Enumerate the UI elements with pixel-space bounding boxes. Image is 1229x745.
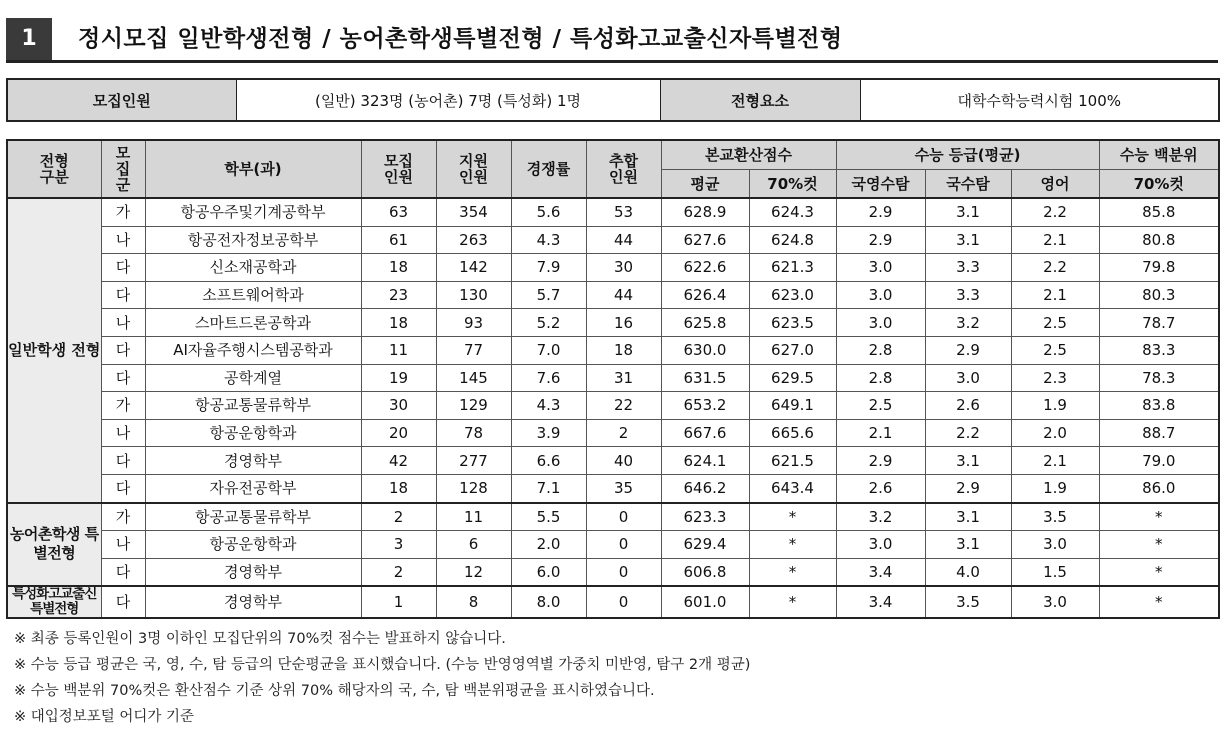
- cell-percentile-70: 79.0: [1099, 447, 1219, 475]
- cell-dept: 항공전자정보공학부: [145, 226, 361, 254]
- section-label: 일반학생 전형: [7, 198, 101, 503]
- table-row: [7, 503, 1219, 531]
- table-row: [7, 392, 1219, 420]
- cell-score-70: 643.4: [749, 474, 836, 502]
- cell-score-70: 624.8: [749, 226, 836, 254]
- cell-grade-english: 2.2: [1011, 198, 1099, 226]
- header-grade-kems: 국영수탐: [836, 170, 925, 199]
- cell-grade-kems: 2.1: [836, 419, 925, 447]
- section-label: 특성화고교출신 특별전형: [7, 586, 101, 618]
- results-table: [6, 139, 1220, 619]
- cell-quota: 30: [361, 392, 436, 420]
- cell-quota: 61: [361, 226, 436, 254]
- footnote: ※ 대입정보포털 어디가 기준: [14, 709, 195, 725]
- cell-ratio: 6.6: [511, 447, 586, 475]
- cell-dept: 항공교통물류학부: [145, 503, 361, 531]
- cell-ratio: 5.2: [511, 309, 586, 337]
- cell-score-avg: 667.6: [661, 419, 749, 447]
- cell-grade-english: 2.2: [1011, 254, 1099, 282]
- cell-grade-english: 2.1: [1011, 447, 1099, 475]
- cell-grade-kms: 3.3: [925, 281, 1011, 309]
- cell-additional: 18: [586, 336, 661, 364]
- cell-score-avg: 628.9: [661, 198, 749, 226]
- cell-percentile-70: 88.7: [1099, 419, 1219, 447]
- cell-score-70: 665.6: [749, 419, 836, 447]
- footnote: ※ 수능 백분위 70%컷은 환산점수 기준 상위 70% 해당자의 국, 수, 탐 백분위평균을 표시하였습니다.: [14, 683, 655, 699]
- cell-grade-kems: 3.4: [836, 558, 925, 586]
- cell-quota: 63: [361, 198, 436, 226]
- cell-gun: 가: [101, 392, 145, 420]
- cell-percentile-70: *: [1099, 531, 1219, 559]
- cell-dept: 항공교통물류학부: [145, 392, 361, 420]
- cell-grade-kms: 3.3: [925, 254, 1011, 282]
- section-number: 1: [6, 18, 52, 60]
- cell-grade-kms: 4.0: [925, 558, 1011, 586]
- cell-gun: 나: [101, 226, 145, 254]
- cell-percentile-70: *: [1099, 503, 1219, 531]
- section-rural: [7, 503, 1219, 587]
- cell-score-avg: 626.4: [661, 281, 749, 309]
- cell-gun: 나: [101, 419, 145, 447]
- cell-grade-english: 3.5: [1011, 503, 1099, 531]
- cell-quota: 23: [361, 281, 436, 309]
- cell-quota: 20: [361, 419, 436, 447]
- cell-gun: 다: [101, 364, 145, 392]
- cell-grade-kms: 2.2: [925, 419, 1011, 447]
- cell-gun: 다: [101, 254, 145, 282]
- cell-score-70: 624.3: [749, 198, 836, 226]
- cell-grade-kms: 3.5: [925, 586, 1011, 618]
- cell-ratio: 7.6: [511, 364, 586, 392]
- cell-dept: 소프트웨어학과: [145, 281, 361, 309]
- header-score-group: 본교환산점수: [661, 140, 836, 170]
- cell-score-avg: 601.0: [661, 586, 749, 618]
- section-vocational: [7, 586, 1219, 618]
- cell-grade-kems: 3.0: [836, 254, 925, 282]
- cell-grade-kems: 2.5: [836, 392, 925, 420]
- header-score-avg: 평균: [661, 170, 749, 199]
- cell-grade-kems: 3.0: [836, 281, 925, 309]
- section-label: 농어촌학생 특별전형: [7, 503, 101, 587]
- cell-additional: 53: [586, 198, 661, 226]
- cell-percentile-70: 79.8: [1099, 254, 1219, 282]
- cell-grade-kms: 3.1: [925, 198, 1011, 226]
- cell-additional: 44: [586, 281, 661, 309]
- elements-label: 전형요소: [660, 79, 860, 121]
- cell-grade-english: 2.1: [1011, 226, 1099, 254]
- cell-additional: 44: [586, 226, 661, 254]
- cell-score-avg: 624.1: [661, 447, 749, 475]
- cell-grade-kms: 3.2: [925, 309, 1011, 337]
- cell-score-70: *: [749, 558, 836, 586]
- cell-additional: 22: [586, 392, 661, 420]
- cell-grade-kems: 3.4: [836, 586, 925, 618]
- cell-applicants: 93: [436, 309, 511, 337]
- header-score-70: 70%컷: [749, 170, 836, 199]
- cell-score-avg: 627.6: [661, 226, 749, 254]
- cell-additional: 0: [586, 503, 661, 531]
- cell-quota: 1: [361, 586, 436, 618]
- cell-score-70: *: [749, 531, 836, 559]
- table-row: [7, 447, 1219, 475]
- cell-dept: 경영학부: [145, 447, 361, 475]
- cell-percentile-70: 80.8: [1099, 226, 1219, 254]
- header-grade-group: 수능 등급(평균): [836, 140, 1099, 170]
- header-percentile-group: 수능 백분위: [1099, 140, 1219, 170]
- table-row: [7, 254, 1219, 282]
- cell-ratio: 3.9: [511, 419, 586, 447]
- header-additional: 추합 인원: [586, 140, 661, 198]
- table-row: [7, 364, 1219, 392]
- cell-dept: 항공운항학과: [145, 419, 361, 447]
- cell-percentile-70: *: [1099, 558, 1219, 586]
- cell-additional: 31: [586, 364, 661, 392]
- cell-applicants: 142: [436, 254, 511, 282]
- cell-score-70: 629.5: [749, 364, 836, 392]
- header-grade-english: 영어: [1011, 170, 1099, 199]
- cell-gun: 다: [101, 336, 145, 364]
- table-row: [7, 586, 1219, 618]
- cell-quota: 18: [361, 254, 436, 282]
- cell-score-avg: 646.2: [661, 474, 749, 502]
- cell-grade-kems: 2.8: [836, 364, 925, 392]
- cell-score-70: 623.5: [749, 309, 836, 337]
- cell-dept: 신소재공학과: [145, 254, 361, 282]
- header-ratio: 경쟁률: [511, 140, 586, 198]
- cell-grade-english: 2.5: [1011, 309, 1099, 337]
- title-underline: [6, 60, 1218, 63]
- cell-grade-kms: 3.0: [925, 364, 1011, 392]
- header-type: 전형 구분: [7, 140, 101, 198]
- cell-percentile-70: 78.7: [1099, 309, 1219, 337]
- cell-score-avg: 630.0: [661, 336, 749, 364]
- cell-additional: 40: [586, 447, 661, 475]
- cell-grade-kems: 3.0: [836, 531, 925, 559]
- cell-dept: 경영학부: [145, 586, 361, 618]
- cell-quota: 2: [361, 503, 436, 531]
- table-row: [7, 281, 1219, 309]
- cell-percentile-70: 80.3: [1099, 281, 1219, 309]
- cell-applicants: 8: [436, 586, 511, 618]
- cell-quota: 3: [361, 531, 436, 559]
- cell-dept: 자유전공학부: [145, 474, 361, 502]
- cell-grade-english: 2.5: [1011, 336, 1099, 364]
- header-percentile-70: 70%컷: [1099, 170, 1219, 199]
- cell-dept: AI자율주행시스템공학과: [145, 336, 361, 364]
- cell-grade-kems: 2.9: [836, 447, 925, 475]
- header-quota: 모집 인원: [361, 140, 436, 198]
- header-grade-kms: 국수탐: [925, 170, 1011, 199]
- cell-quota: 18: [361, 309, 436, 337]
- cell-applicants: 129: [436, 392, 511, 420]
- cell-quota: 11: [361, 336, 436, 364]
- cell-dept: 공학계열: [145, 364, 361, 392]
- cell-percentile-70: *: [1099, 586, 1219, 618]
- cell-grade-kms: 2.6: [925, 392, 1011, 420]
- cell-quota: 42: [361, 447, 436, 475]
- cell-grade-english: 1.9: [1011, 392, 1099, 420]
- cell-gun: 다: [101, 281, 145, 309]
- table-row: [7, 419, 1219, 447]
- cell-applicants: 130: [436, 281, 511, 309]
- table-row: [7, 531, 1219, 559]
- cell-ratio: 8.0: [511, 586, 586, 618]
- cell-grade-kems: 2.9: [836, 226, 925, 254]
- cell-additional: 2: [586, 419, 661, 447]
- cell-dept: 스마트드론공학과: [145, 309, 361, 337]
- cell-applicants: 6: [436, 531, 511, 559]
- cell-ratio: 5.6: [511, 198, 586, 226]
- cell-ratio: 7.1: [511, 474, 586, 502]
- footnote: ※ 최종 등록인원이 3명 이하인 모집단위의 70%컷 점수는 발표하지 않습니다.: [14, 631, 506, 647]
- cell-applicants: 354: [436, 198, 511, 226]
- cell-grade-english: 1.5: [1011, 558, 1099, 586]
- cell-gun: 다: [101, 447, 145, 475]
- cell-score-avg: 623.3: [661, 503, 749, 531]
- table-row: [7, 558, 1219, 586]
- cell-grade-kems: 2.8: [836, 336, 925, 364]
- cell-percentile-70: 83.8: [1099, 392, 1219, 420]
- cell-percentile-70: 85.8: [1099, 198, 1219, 226]
- cell-grade-kms: 3.1: [925, 226, 1011, 254]
- cell-score-70: 627.0: [749, 336, 836, 364]
- table-row: [7, 309, 1219, 337]
- cell-ratio: 7.0: [511, 336, 586, 364]
- cell-grade-english: 2.3: [1011, 364, 1099, 392]
- cell-score-70: 621.3: [749, 254, 836, 282]
- cell-gun: 가: [101, 503, 145, 531]
- cell-applicants: 77: [436, 336, 511, 364]
- section-title: 정시모집 일반학생전형 / 농어촌학생특별전형 / 특성화고교출신자특별전형: [78, 26, 843, 52]
- cell-gun: 가: [101, 198, 145, 226]
- cell-additional: 0: [586, 586, 661, 618]
- cell-ratio: 4.3: [511, 226, 586, 254]
- cell-score-70: 621.5: [749, 447, 836, 475]
- cell-applicants: 263: [436, 226, 511, 254]
- cell-score-avg: 606.8: [661, 558, 749, 586]
- cell-gun: 나: [101, 309, 145, 337]
- cell-additional: 35: [586, 474, 661, 502]
- cell-grade-english: 3.0: [1011, 531, 1099, 559]
- cell-quota: 18: [361, 474, 436, 502]
- cell-gun: 다: [101, 586, 145, 618]
- cell-dept: 항공우주및기계공학부: [145, 198, 361, 226]
- cell-percentile-70: 78.3: [1099, 364, 1219, 392]
- cell-score-70: 649.1: [749, 392, 836, 420]
- cell-additional: 16: [586, 309, 661, 337]
- recruit-label: 모집인원: [7, 79, 236, 121]
- table-row: [7, 336, 1219, 364]
- footnotes: [14, 626, 750, 730]
- cell-additional: 0: [586, 558, 661, 586]
- cell-applicants: 145: [436, 364, 511, 392]
- footnote: ※ 수능 등급 평균은 국, 영, 수, 탐 등급의 단순평균을 표시했습니다. (수능 반영영역별 가중치 미반영, 탐구 2개 평균): [14, 657, 751, 673]
- summary-table: [6, 78, 1220, 122]
- cell-grade-english: 2.1: [1011, 281, 1099, 309]
- cell-score-avg: 625.8: [661, 309, 749, 337]
- cell-gun: 나: [101, 531, 145, 559]
- header-applicants: 지원 인원: [436, 140, 511, 198]
- cell-applicants: 277: [436, 447, 511, 475]
- cell-grade-kms: 2.9: [925, 474, 1011, 502]
- cell-score-70: *: [749, 503, 836, 531]
- section-header: [6, 18, 1218, 60]
- table-row: [7, 198, 1219, 226]
- cell-grade-kems: 3.2: [836, 503, 925, 531]
- cell-applicants: 12: [436, 558, 511, 586]
- cell-ratio: 4.3: [511, 392, 586, 420]
- cell-ratio: 7.9: [511, 254, 586, 282]
- cell-ratio: 5.7: [511, 281, 586, 309]
- cell-additional: 30: [586, 254, 661, 282]
- cell-grade-english: 2.0: [1011, 419, 1099, 447]
- cell-grade-kems: 2.6: [836, 474, 925, 502]
- cell-score-avg: 622.6: [661, 254, 749, 282]
- cell-grade-english: 1.9: [1011, 474, 1099, 502]
- cell-applicants: 128: [436, 474, 511, 502]
- cell-grade-kems: 3.0: [836, 309, 925, 337]
- header-gun: 모집군: [101, 140, 145, 198]
- section-general: [7, 198, 1219, 503]
- cell-gun: 다: [101, 474, 145, 502]
- cell-quota: 2: [361, 558, 436, 586]
- header-dept: 학부(과): [145, 140, 361, 198]
- cell-grade-kms: 2.9: [925, 336, 1011, 364]
- cell-dept: 경영학부: [145, 558, 361, 586]
- cell-grade-kms: 3.1: [925, 503, 1011, 531]
- cell-grade-english: 3.0: [1011, 586, 1099, 618]
- cell-dept: 항공운항학과: [145, 531, 361, 559]
- cell-ratio: 6.0: [511, 558, 586, 586]
- table-row: [7, 226, 1219, 254]
- cell-score-70: *: [749, 586, 836, 618]
- cell-quota: 19: [361, 364, 436, 392]
- cell-percentile-70: 86.0: [1099, 474, 1219, 502]
- cell-grade-kms: 3.1: [925, 447, 1011, 475]
- table-row: [7, 474, 1219, 502]
- cell-gun: 다: [101, 558, 145, 586]
- cell-score-avg: 629.4: [661, 531, 749, 559]
- cell-grade-kems: 2.9: [836, 198, 925, 226]
- cell-score-avg: 653.2: [661, 392, 749, 420]
- cell-percentile-70: 83.3: [1099, 336, 1219, 364]
- cell-score-70: 623.0: [749, 281, 836, 309]
- cell-ratio: 2.0: [511, 531, 586, 559]
- elements-value: 대학수학능력시험 100%: [860, 79, 1219, 121]
- recruit-value: (일반) 323명 (농어촌) 7명 (특성화) 1명: [236, 79, 660, 121]
- cell-additional: 0: [586, 531, 661, 559]
- cell-score-avg: 631.5: [661, 364, 749, 392]
- cell-applicants: 78: [436, 419, 511, 447]
- cell-applicants: 11: [436, 503, 511, 531]
- cell-grade-kms: 3.1: [925, 531, 1011, 559]
- cell-ratio: 5.5: [511, 503, 586, 531]
